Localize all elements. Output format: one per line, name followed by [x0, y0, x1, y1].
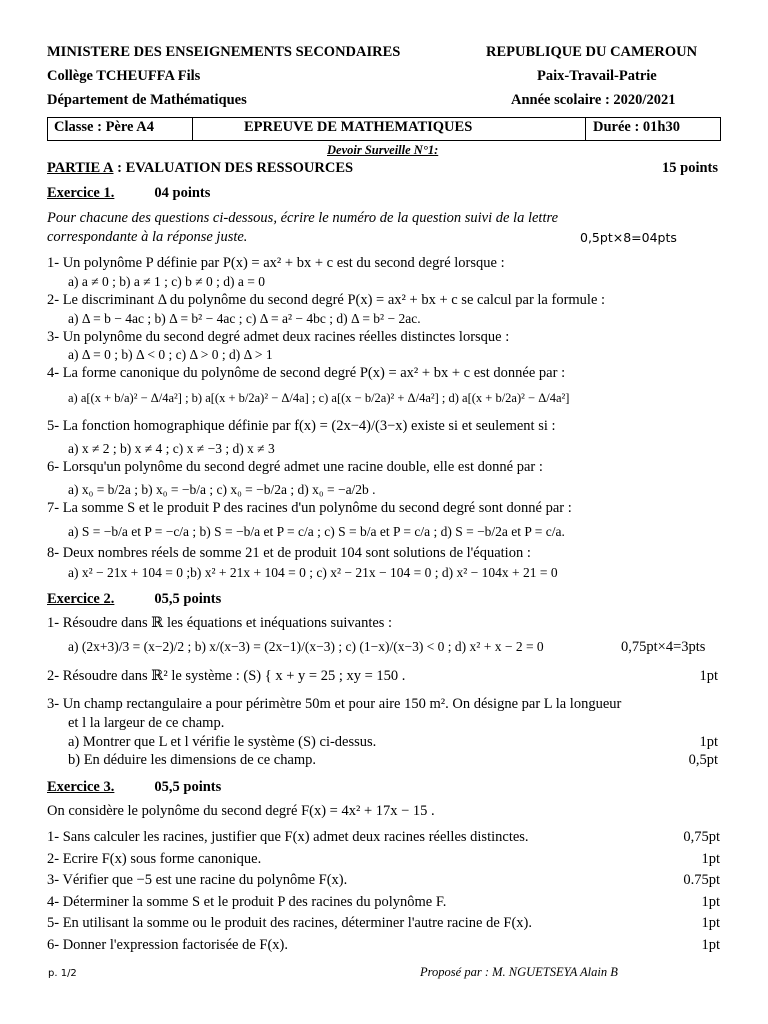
- ex1-question-4: 4- La forme canonique du polynôme de second degré P(x) = ax² + bx + c est donnée par :: [47, 365, 566, 381]
- ex1-question-7: 7- La somme S et le produit P des racines d'un polynôme du second degré sont donné par :: [47, 500, 572, 516]
- ex1-options-2: a) Δ = b − 4ac ; b) Δ = b² − 4ac ; c) Δ = a² − 4bc ; d) Δ = b² − 2ac.: [68, 311, 421, 326]
- ex3-intro: On considère le polynôme du second degré F(x) = 4x² + 17x − 15 .: [47, 803, 435, 819]
- ex1-question-1: 1- Un polynôme P définie par P(x) = ax² + bx + c est du second degré lorsque :: [47, 255, 505, 271]
- ex3-question-6: 6- Donner l'expression factorisée de F(x).: [47, 937, 288, 953]
- ex2-question-3a: a) Montrer que L et l vérifie le système (S) ci-dessus.: [68, 734, 377, 750]
- ex2-q1-points: 0,75pt×4=3pts: [621, 639, 706, 655]
- ex1-question-5: 5- La fonction homographique définie par f(x) = (2x−4)/(3−x) existe si et seulement si :: [47, 418, 556, 434]
- ex1-intro-line2: correspondante à la réponse juste.: [47, 229, 248, 245]
- ex1-question-8: 8- Deux nombres réels de somme 21 et de produit 104 sont solutions de l'équation :: [47, 545, 531, 561]
- ex2-q3a-points: 1pt: [699, 734, 718, 750]
- ex3-question-1: 1- Sans calculer les racines, justifier que F(x) admet deux racines réelles distinctes.: [47, 829, 529, 845]
- ex3-question-5-points: 1pt: [701, 915, 720, 931]
- ex3-question-5: 5- En utilisant la somme ou le produit des racines, déterminer l'autre racine de F(x).: [47, 915, 532, 931]
- motto: Paix-Travail-Patrie: [537, 68, 657, 84]
- devoir-title: Devoir Surveille N°1:: [327, 143, 439, 157]
- exam-title: EPREUVE DE MATHEMATIQUES: [244, 119, 473, 135]
- ex1-options-6: a) x₀ = b/2a ; b) x₀ = −b/a ; c) x₀ = −b/2a ; d) x₀ = −a/2b .: [68, 482, 376, 497]
- ex3-question-2-points: 1pt: [701, 851, 720, 867]
- ex1-options-4: a) a[(x + b/a)² − Δ/4a²] ; b) a[(x + b/2a)² − Δ/4a] ; c) a[(x − b/2a)² + Δ/4a²] ; d) a[(x + b/2a)² − Δ/4a²]: [68, 391, 570, 405]
- ex3-question-3-points: 0.75pt: [683, 872, 720, 888]
- ex1-heading: Exercice 1. 04 points: [47, 185, 211, 201]
- ex2-q2-points: 1pt: [699, 668, 718, 684]
- ex1-options-5: a) x ≠ 2 ; b) x ≠ 4 ; c) x ≠ −3 ; d) x ≠ 3: [68, 441, 275, 456]
- ex3-question-6-points: 1pt: [701, 937, 720, 953]
- ex1-options-8: a) x² − 21x + 104 = 0 ;b) x² + 21x + 104 = 0 ; c) x² − 21x − 104 = 0 ; d) x² − 104x + 21 = 0: [68, 565, 558, 580]
- page-number: p. 1/2: [48, 968, 77, 979]
- republic-title: REPUBLIQUE DU CAMEROUN: [486, 44, 698, 60]
- partie-points: 15 points: [662, 160, 719, 176]
- ex2-question-1: 1- Résoudre dans ℝ les équations et inéquations suivantes :: [47, 615, 393, 631]
- ministry-title: MINISTERE DES ENSEIGNEMENTS SECONDAIRES: [47, 44, 401, 60]
- ex1-options-7: a) S = −b/a et P = −c/a ; b) S = −b/a et P = c/a ; c) S = b/a et P = c/a ; d) S = −b/2a et P = c/a.: [68, 524, 565, 539]
- ex3-question-2: 2- Ecrire F(x) sous forme canonique.: [47, 851, 262, 867]
- department: Département de Mathématiques: [47, 92, 247, 108]
- ex1-options-1: a) a ≠ 0 ; b) a ≠ 1 ; c) b ≠ 0 ; d) a = 0: [68, 274, 266, 289]
- duration-cell: Durée : 01h30: [593, 119, 680, 135]
- ex2-question-3-line1: 3- Un champ rectangulaire a pour périmètre 50m et pour aire 150 m². On désigne par L la longueur: [47, 696, 622, 712]
- ex1-question-2: 2- Le discriminant Δ du polynôme du second degré P(x) = ax² + bx + c se calcul par la formule :: [47, 292, 606, 308]
- school-year: Année scolaire : 2020/2021: [511, 92, 676, 108]
- ex2-heading: Exercice 2. 05,5 points: [47, 591, 222, 607]
- author-credit: Proposé par : M. NGUETSEYA Alain B: [420, 965, 618, 979]
- ex3-question-4: 4- Déterminer la somme S et le produit P des racines du polynôme F.: [47, 894, 447, 910]
- ex1-intro-line1: Pour chacune des questions ci-dessous, écrire le numéro de la question suivi de la lettre: [47, 210, 559, 226]
- ex3-question-3: 3- Vérifier que −5 est une racine du polynôme F(x).: [47, 872, 348, 888]
- ex3-question-1-points: 0,75pt: [683, 829, 720, 845]
- ex2-question-3b: b) En déduire les dimensions de ce champ.: [68, 752, 317, 768]
- college-name: Collège TCHEUFFA Fils: [47, 68, 201, 84]
- ex3-question-4-points: 1pt: [701, 894, 720, 910]
- ex2-options-1: a) (2x+3)/3 = (x−2)/2 ; b) x/(x−3) = (2x−1)/(x−3) ; c) (1−x)/(x−3) < 0 ; d) x² + x − 2 = 0: [68, 639, 544, 654]
- ex2-question-3-line2: et l la largeur de ce champ.: [68, 715, 225, 731]
- ex3-heading: Exercice 3. 05,5 points: [47, 779, 222, 795]
- ex1-question-6: 6- Lorsqu'un polynôme du second degré admet une racine double, elle est donné par :: [47, 459, 543, 475]
- class-cell: Classe : Père A4: [54, 119, 155, 135]
- ex2-q3b-points: 0,5pt: [688, 752, 718, 768]
- partie-heading: PARTIE A : EVALUATION DES RESSOURCES: [47, 160, 354, 176]
- ex1-scoring: 0,5pt×8=04pts: [580, 230, 677, 245]
- ex1-options-3: a) Δ = 0 ; b) Δ < 0 ; c) Δ > 0 ; d) Δ > 1: [68, 347, 273, 362]
- ex2-question-2: 2- Résoudre dans ℝ² le système : (S) { x + y = 25 ; xy = 150 .: [47, 668, 406, 684]
- ex1-question-3: 3- Un polynôme du second degré admet deux racines réelles distinctes lorsque :: [47, 329, 510, 345]
- exam-info-box: [47, 117, 721, 141]
